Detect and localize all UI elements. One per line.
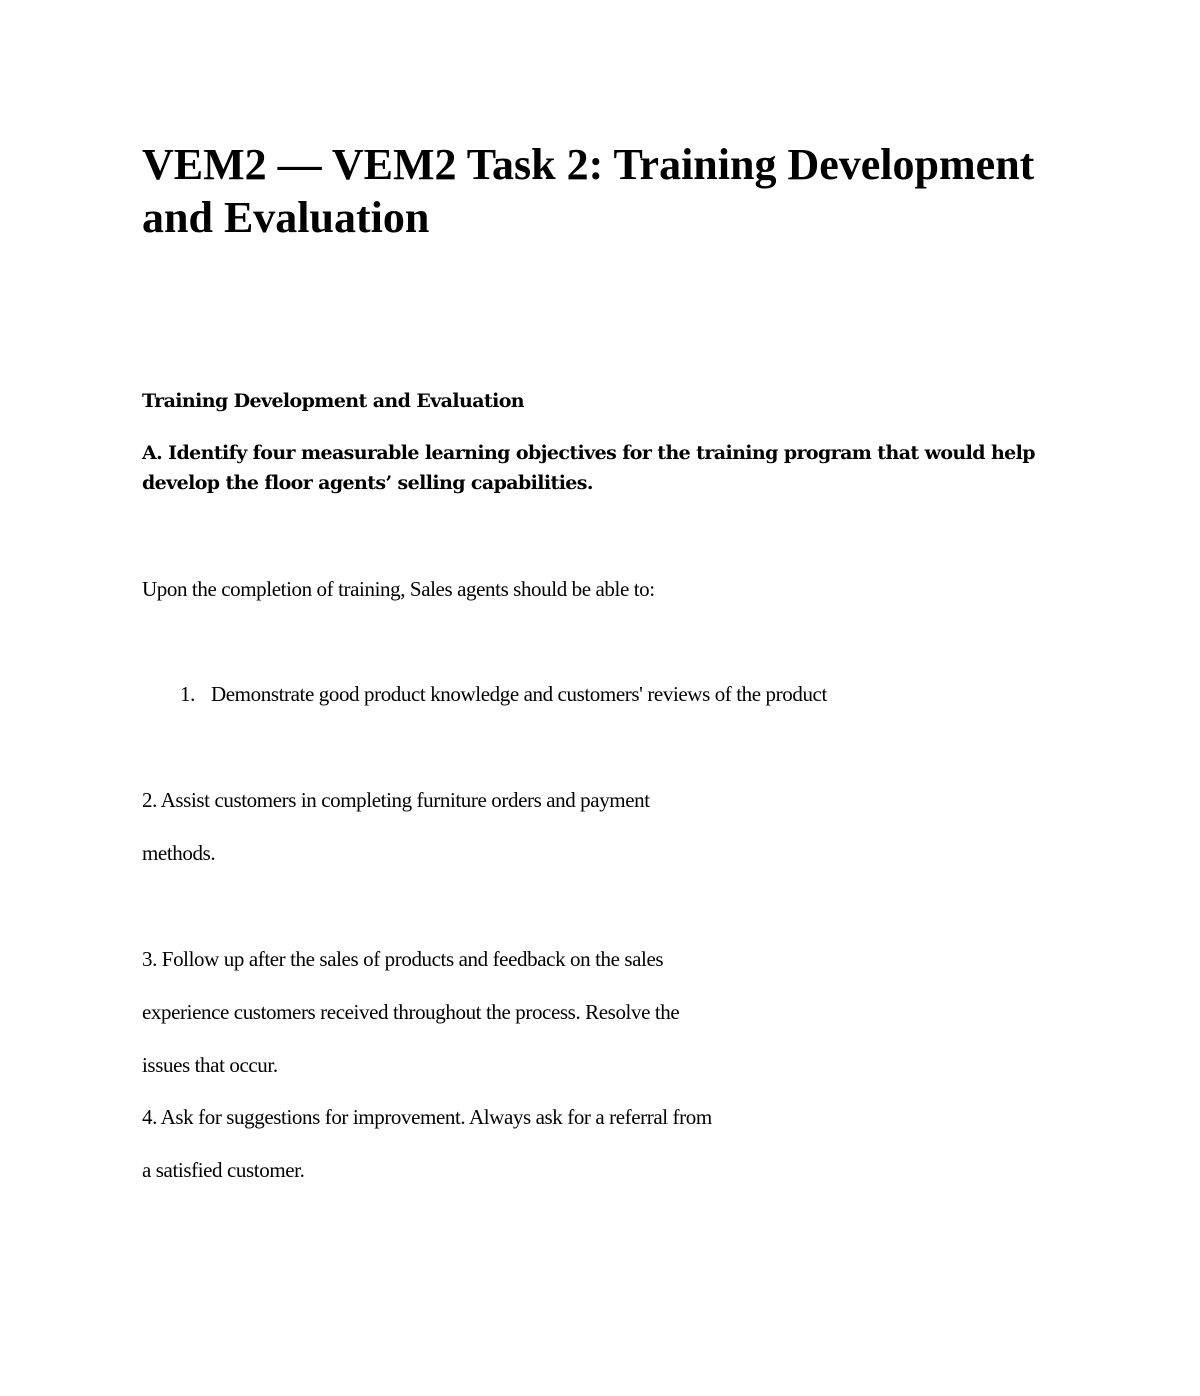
objective-3-line-1: 3. Follow up after the sales of products and feedback on the sales — [142, 947, 664, 971]
objective-4-line-2: a satisfied customer. — [142, 1158, 305, 1182]
document-title: VEM2 — VEM2 Task 2: Training Development and Evaluation — [142, 140, 1035, 242]
objective-2-line-1: 2. Assist customers in completing furniture orders and payment — [142, 788, 650, 812]
intro-text: Upon the completion of training, Sales agents should be able to: — [142, 577, 655, 601]
objective-3-line-2: experience customers received throughout the process. Resolve the — [142, 1000, 680, 1024]
objective-1 — [180, 679, 827, 709]
objective-4-line-1: 4. Ask for suggestions for improvement. Always ask for a referral from — [142, 1105, 712, 1129]
objective-1-text: Demonstrate good product knowledge and customers' reviews of the product — [211, 682, 827, 706]
objective-1-number: 1. — [180, 682, 195, 706]
objective-2-line-2: methods. — [142, 841, 216, 865]
question-a: A. Identify four measurable learning objectives for the training program that would help develop the floor agents’ selling capabilities. — [142, 442, 1035, 494]
section-heading: Training Development and Evaluation — [142, 390, 524, 412]
objective-3-line-3: issues that occur. — [142, 1053, 278, 1077]
